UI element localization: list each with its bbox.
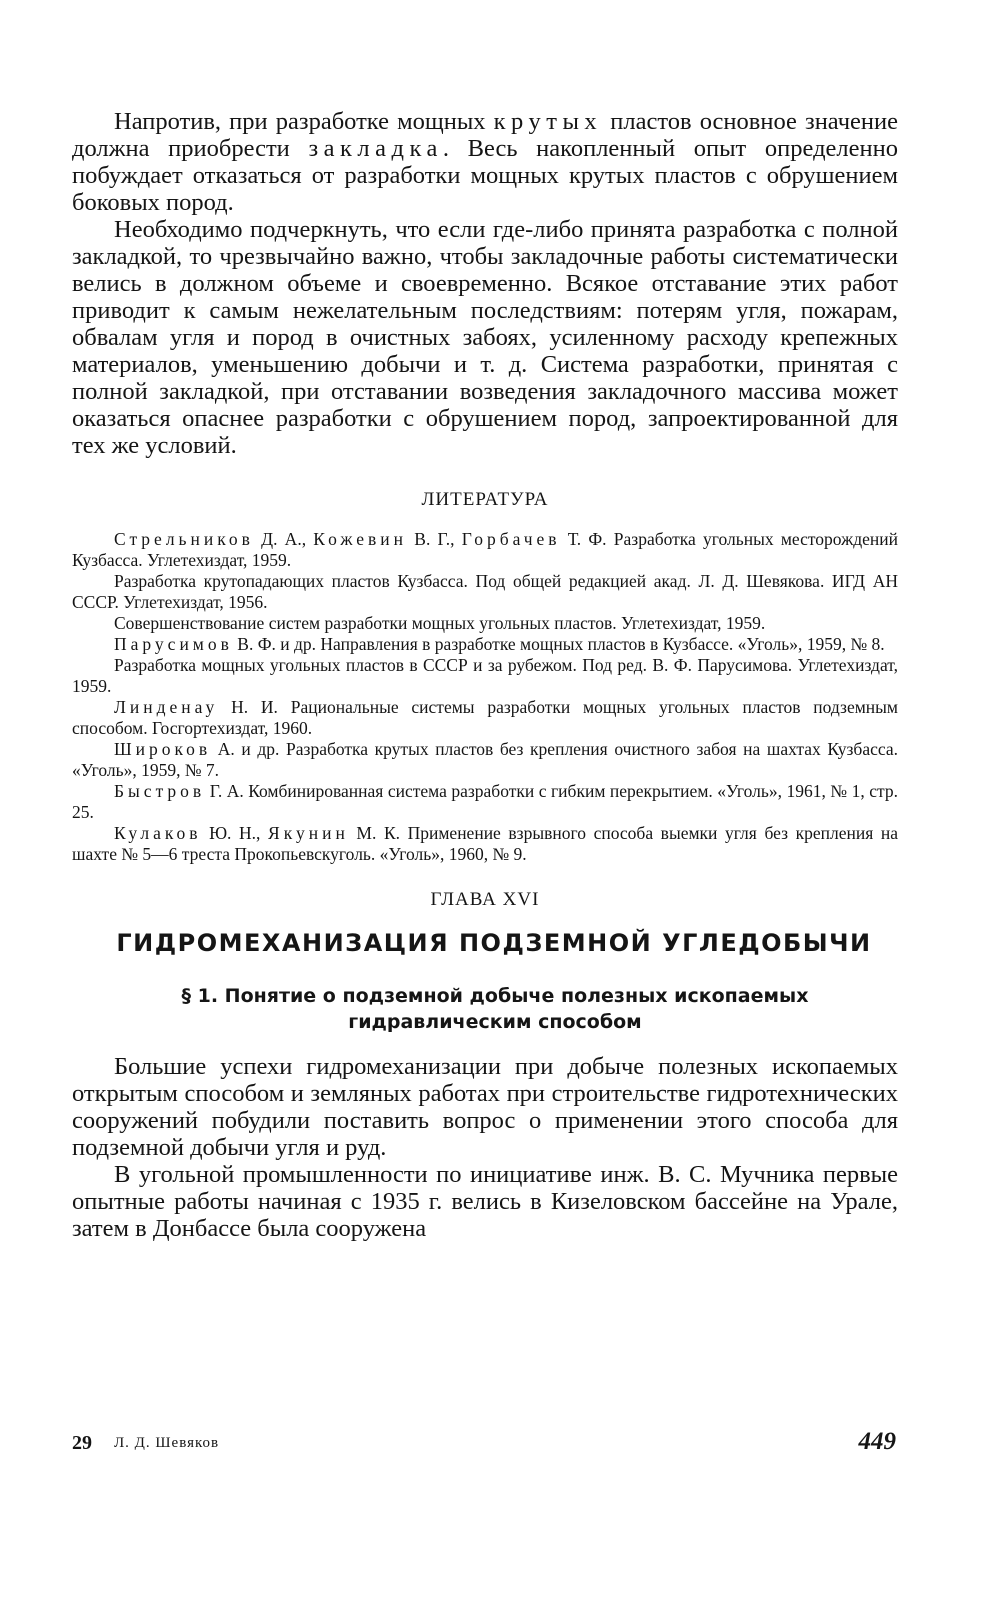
emphasis-steep: крутых: [493, 108, 603, 135]
section-title-line-2: гидравлическим способом: [348, 1011, 642, 1033]
paragraph-2: Необходимо подчеркнуть, что если где-либо принята разработка с полной закладкой, то чрезвычайно важно, чтобы закладочные работы систематически велись в должном объеме и своевременно. Всякое отставание этих работ приводит к самым нежелательным последствиям: потерям угля, пожарам, обвалам угля и пород в очистных забоях, усиленному расходу крепежных материалов, уменьшению добычи и т. д. Система разработки, принятая с полной закладкой, при отставании возведения закладочного массива может оказаться опаснее разработки с обрушением пород, запроектированной для тех же условий.: [72, 216, 898, 459]
section-title: [72, 983, 898, 1035]
reference-item: [72, 529, 898, 571]
literature-heading: ЛИТЕРАТУРА: [421, 489, 549, 510]
reference-author: Линденау: [114, 697, 219, 717]
paragraph-1-text-a: Напротив, при разработке мощных: [114, 108, 494, 135]
paragraph-1-text-c: . Весь накопленный опыт определенно побуждает отказаться от разработки мощных крутых пластов с обрушением боковых пород.: [72, 135, 898, 216]
reference-item: [72, 823, 898, 865]
reference-text: Ю. Н.,: [201, 823, 269, 843]
reference-item: [72, 571, 898, 613]
reference-author: Кулаков: [114, 823, 202, 843]
reference-text: Д. А.,: [253, 529, 314, 549]
reference-author: Горбачев: [461, 529, 561, 549]
reference-item: [72, 697, 898, 739]
chapter-label: ГЛАВА XVI: [430, 889, 540, 910]
page-footer: [72, 1428, 898, 1458]
reference-text: М. К. Применение взрывного способа выемки угля без крепления на шахте № 5—6 треста Прокопьевскуголь. «Уголь», 1960, № 9.: [72, 823, 899, 864]
paragraph-4: В угольной промышленности по инициативе инж. В. С. Мучника первые опытные работы начиная с 1935 г. велись в Кизеловском бассейне на Урале, затем в Донбассе была сооружена: [72, 1161, 898, 1242]
reference-text: Т. Ф. Разработка угольных месторождений Кузбасса. Углетехиздат, 1959.: [72, 529, 898, 570]
section-title-line-1: § 1. Понятие о подземной добыче полезных ископаемых: [181, 985, 809, 1007]
reference-item: [72, 613, 898, 634]
reference-author: Парусимов: [114, 634, 233, 654]
reference-item: [72, 634, 898, 655]
reference-item: [72, 739, 898, 781]
reference-item: [72, 655, 898, 697]
reference-author: Кожевин: [313, 529, 408, 549]
paragraph-3: Большие успехи гидромеханизации при добыче полезных ископаемых открытым способом и земляных работах при строительстве гидротехнических сооружений побудили поставить вопрос о применении этого способа для подземной добычи угля и руд.: [72, 1053, 898, 1161]
references-list: [72, 529, 898, 865]
paragraph-1: [72, 108, 898, 216]
reference-text: Разработка мощных угольных пластов в СССР и за рубежом. Под ред. В. Ф. Парусимова. Углетехиздат, 1959.: [72, 655, 898, 696]
emphasis-backfill: закладка: [308, 135, 443, 162]
reference-text: Н. И. Рациональные системы разработки мощных угольных пластов подземным способом. Госгортехиздат, 1960.: [72, 697, 898, 738]
reference-author: Стрельников: [114, 529, 254, 549]
reference-text: Разработка крутопадающих пластов Кузбасса. Под общей редакцией акад. Л. Д. Шевякова. ИГД АН СССР. Углетехиздат, 1956.: [72, 571, 898, 612]
reference-author: Быстров: [114, 781, 206, 801]
reference-text: А. и др. Разработка крутых пластов без крепления очистного забоя на шахтах Кузбасса. «Уголь», 1959, № 7.: [72, 739, 898, 780]
paragraph-1-text-b: пластов основное значение должна приобрести: [72, 108, 898, 162]
chapter-title: ГИДРОМЕХАНИЗАЦИЯ ПОДЗЕМНОЙ УГЛЕДОБЫЧИ: [116, 929, 872, 957]
reference-text: Совершенствование систем разработки мощных угольных пластов. Углетехиздат, 1959.: [114, 613, 766, 633]
reference-item: [72, 781, 898, 823]
page-number: 449: [858, 1428, 896, 1455]
reference-text: В. Ф. и др. Направления в разработке мощных пластов в Кузбассе. «Уголь», 1959, № 8.: [232, 634, 885, 654]
page-body: [72, 108, 898, 1242]
footer-author: Л. Д. Шевяков: [114, 1435, 220, 1451]
reference-text: В. Г.,: [407, 529, 462, 549]
reference-text: Г. А. Комбинированная система разработки с гибким перекрытием. «Уголь», 1961, № 1, стр. 25.: [72, 781, 898, 822]
signature-number: 29: [72, 1432, 92, 1454]
reference-author: Якунин: [268, 823, 349, 843]
reference-author: Широков: [114, 739, 212, 759]
